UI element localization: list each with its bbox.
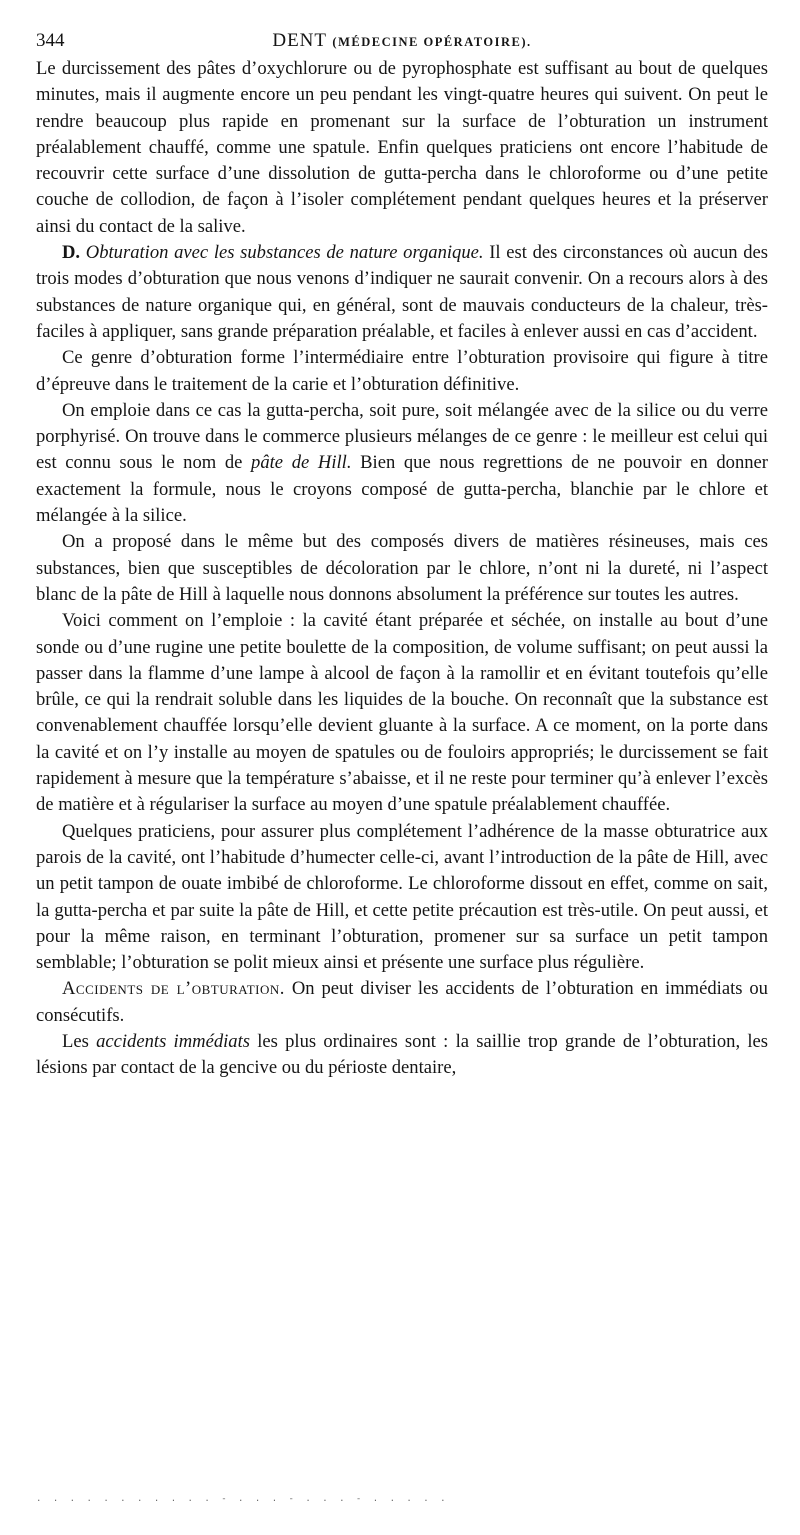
paragraph-6: Voici comment on l’emploie : la cavité étant préparée et séchée, on installe au bout d’une sonde ou d’une rugine une petite boulette de la composition, de volume suffisant; on peut aussi la passer dans la flamme d’une lampe à alcool de façon à la ramollir et en évitant toutefois qu’elle brûle, ce qui la rendrait soluble dans les liquides de la bouche. On reconnaît que la substance est convenablement chauffée lorsqu’elle devient gluante à la surface. A ce moment, on la porte dans la cavité et on l’y installe au moyen de spatules ou de fouloirs appropriés; le durcissement se fait rapidement à mesure que la température s’abaisse, et il ne reste pour terminer qu’à enlever l’excès de matière et à régulariser la surface au moyen d’une spatule préalablement chauffée.: [36, 610, 768, 816]
paragraph-3: Ce genre d’obturation forme l’intermédiaire entre l’obturation provisoire qui figure à titre d’épreuve dans le traitement de la carie et l’obturation définitive.: [36, 347, 768, 395]
section-letter: D.: [62, 242, 81, 264]
page-header: [36, 22, 768, 56]
paragraph-4-text-b: Bien que nous regrettions de ne pouvoir en donner exactement la formule, nous le croyons composé de gutta-percha, blanchie par le chlore et mélangée à la silice.: [36, 452, 768, 527]
paragraph-7: Quelques praticiens, pour assurer plus complétement l’adhérence de la masse obturatrice aux parois de la cavité, ont l’habitude d’humecter celle-ci, avant l’introduction de la pâte de Hill, avec un petit tampon de ouate imbibé de chloroforme. Le chloroforme dissout en effet, comme on sait, la gutta-percha et par suite la pâte de Hill, et cette petite précaution est très-utile. On peut aussi, et pour la même raison, en terminant l’obturation, promener sur sa surface un petit tampon semblable; l’obturation se polit mieux ainsi et présente une surface plus régulière.: [36, 820, 768, 974]
paragraph-9: [36, 1029, 768, 1082]
running-title-main: DENT: [272, 30, 327, 51]
footer-scan-marks: . . . . . . . . . . . - . . . - . . . - . . . . .: [36, 1494, 449, 1504]
paragraph-2: [36, 240, 768, 345]
paste-name: pâte de Hill.: [251, 452, 352, 474]
paragraph-4: [36, 398, 768, 529]
section-heading-accidents: Accidents de l’obturation.: [62, 978, 285, 1000]
running-title: [36, 30, 768, 52]
paragraph-1: Le durcissement des pâtes d’oxychlorure ou de pyrophosphate est suffisant au bout de quelques minutes, mais il augmente encore un peu pendant les vingt-quatre heures qui suivent. On peut le rendre beaucoup plus rapide en promenant sur la surface de l’obturation un instrument préalablement chauffé, comme une spatule. Enfin quelques praticiens ont encore l’habitude de recouvrir cette surface d’une dissolution de gutta-percha dans le chloroforme ou d’une petite couche de collodion, de façon à l’isoler complétement pendant quelques heures et la préserver ainsi du contact de la salive.: [36, 58, 768, 237]
running-title-subtitle: (MÉDECINE OPÉRATOIRE).: [332, 35, 532, 49]
document-page: [36, 22, 768, 1082]
immediate-accidents-term: accidents immédiats: [96, 1030, 250, 1052]
paragraph-4-text-a: On emploie dans ce cas la gutta-percha, soit pure, soit mélangée avec de la silice ou du verre porphyrisé. On trouve dans le commerce plusieurs mélanges de ce genre : le meilleur est celui qui est connu sous le nom de: [36, 399, 768, 474]
page-number: 344: [36, 30, 65, 51]
paragraph-8-text: On peut diviser les accidents de l’obturation en immédiats ou consécutifs.: [36, 978, 768, 1026]
section-heading-organic: Obturation avec les substances de nature organique.: [85, 242, 484, 264]
paragraph-2-text: Il est des circonstances où aucun des trois modes d’obturation que nous venons d’indiquer ne saurait convenir. On a recours alors à des substances de nature organique qui, en général, sont de mauvais conducteurs de la chaleur, très-faciles à appliquer, sans grande préparation préalable, et faciles à enlever aussi en cas d’accident.: [36, 242, 768, 342]
paragraph-8: [36, 976, 768, 1029]
paragraph-9-text-b: les plus ordinaires sont : la saillie trop grande de l’obturation, les lésions par contact de la gencive ou du périoste dentaire,: [36, 1030, 768, 1079]
paragraph-9-text-a: Les: [62, 1030, 97, 1052]
body-text: [36, 56, 768, 1082]
paragraph-5: On a proposé dans le même but des composés divers de matières résineuses, mais ces substances, bien que susceptibles de décoloration par le chlore, n’ont ni la dureté, ni l’aspect blanc de la pâte de Hill à laquelle nous donnons absolument la préférence sur toutes les autres.: [36, 531, 768, 605]
